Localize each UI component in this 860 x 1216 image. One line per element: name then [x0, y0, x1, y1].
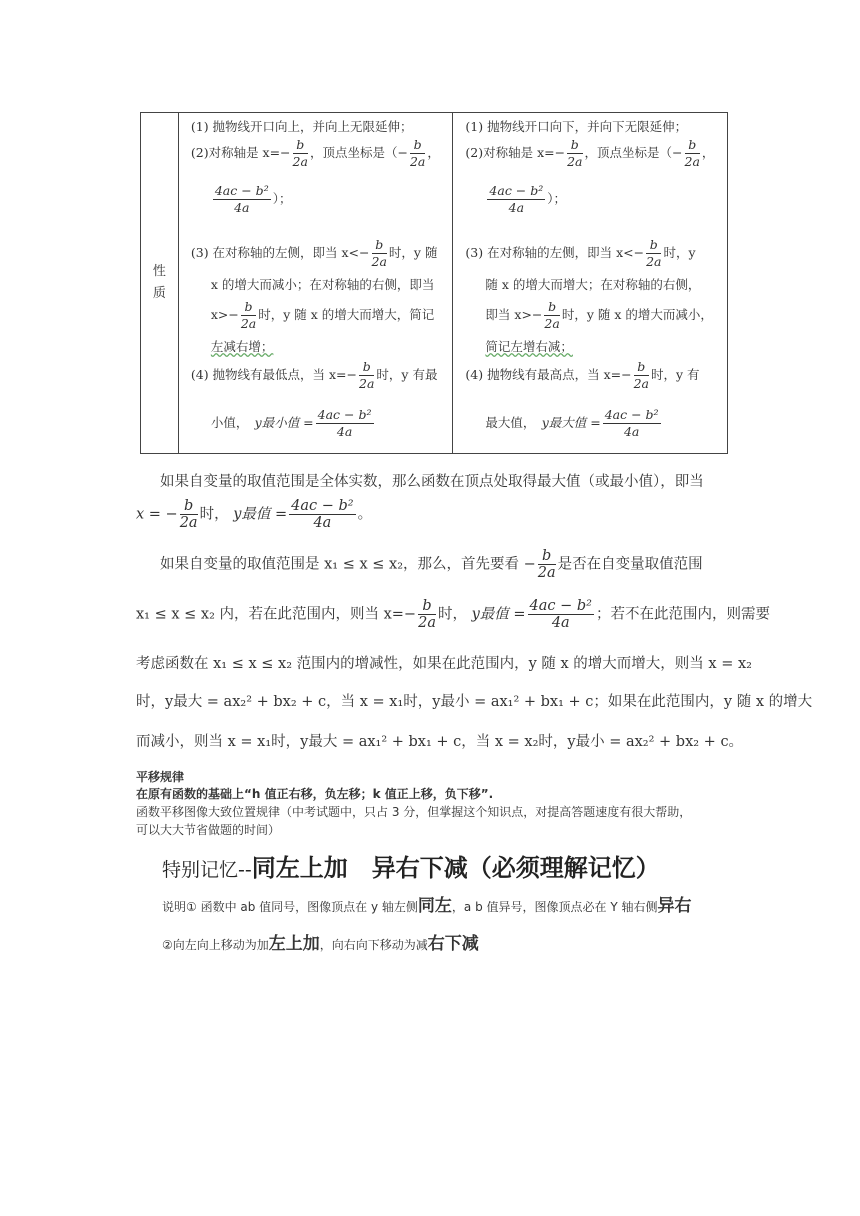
left-line-3: $\frac{\text{4ac − b²}}{4a}$ ）； [214, 183, 292, 215]
fraction: $\frac{b}{2a}$ [633, 359, 649, 391]
right-line-4: (3) 在对称轴的左侧，即当 x<− $\frac{b}{2a}$ 时，y [465, 237, 696, 269]
shift-title: 平移规律 [136, 770, 185, 784]
fraction: $\frac{b}{2a}$ [179, 498, 198, 531]
shift-rule: 在原有函数的基础上“h 值正右移，负左移；k 值正上移，负下移”. [136, 787, 494, 801]
right-line-5: 随 x 的增大而增大；在对称轴的右侧， [485, 277, 701, 292]
fraction: $\frac{\text{4ac − b²}}{4a}$ [604, 407, 659, 439]
fraction: $\frac{b}{2a}$ [240, 299, 257, 331]
fraction: $\frac{b}{2a}$ [684, 137, 700, 169]
special-memory-heading: 特别记忆--同左上加 异右下减（必须理解记忆） [162, 854, 660, 882]
left-column-upward [178, 113, 453, 454]
row-label: 性 质 [141, 113, 179, 454]
right-line-3: $\frac{\text{4ac − b²}}{4a}$ ）； [489, 183, 567, 215]
shift-note-line-2: 可以大大节省做题的时间） [136, 823, 281, 837]
fraction: $\frac{\text{4ac − b²}}{4a}$ [214, 183, 269, 215]
paragraph-2-line-4: 时，y最大 = ax₂² + bx₂ + c，当 x = x₁时，y最小 = ax₁² + bx₁ + c；如果在此范围内，y 随 x 的增大 [136, 694, 813, 710]
fraction: $\frac{b}{2a}$ [537, 548, 556, 581]
paragraph-2-line-2: x₁ ≤ x ≤ x₂ 内，若在此范围内，则当 x=− $\frac{b}{2a}$ 时， y最值 = $\frac{\text{4ac − b²}}{4a}$ ；若不在此范围内，则需要 [136, 598, 770, 631]
left-line-1: (1) 抛物线开口向上，并向上无限延伸； [190, 119, 413, 134]
left-line-8: (4) 抛物线有最低点，当 x=− $\frac{b}{2a}$ 时，y 有最 [190, 359, 438, 391]
fraction: $\frac{b}{2a}$ [371, 237, 387, 269]
right-column-downward [453, 113, 728, 454]
explanation-line-2: ②向左向上移动为加左上加，向右向下移动为减右下减 [162, 934, 479, 954]
explanation-line-1: 说明① 函数中 ab 值同号，图像顶点在 y 轴左侧同左，a b 值异号，图像顶点必在 Y 轴右侧异右 [162, 896, 692, 916]
right-line-7: 简记左增右减； [485, 339, 573, 354]
right-line-9: 最大值， y最大值 = $\frac{\text{4ac − b²}}{4a}$ [485, 407, 659, 439]
fraction: $\frac{b}{2a}$ [418, 598, 436, 631]
right-line-8: (4) 抛物线有最高点，当 x=− $\frac{b}{2a}$ 时，y 有 [465, 359, 700, 391]
left-line-6: x>− $\frac{b}{2a}$ 时，y 随 x 的增大而增大，简记 [210, 299, 435, 331]
shift-note-line-1: 函数平移图像大致位置规律（中考试题中，只占 3 分，但掌握这个知识点，对提高答题速度有很大帮助， [136, 805, 692, 819]
left-line-5: x 的增大而减小；在对称轴的右侧，即当 [210, 277, 435, 292]
fraction: $\frac{b}{2a}$ [359, 359, 375, 391]
paragraph-1-line-2: x = − $\frac{b}{2a}$ 时， y最值 = $\frac{\text{4ac − b²}}{4a}$ 。 [136, 498, 373, 531]
fraction: $\frac{b}{2a}$ [567, 137, 583, 169]
fraction: $\frac{b}{2a}$ [409, 137, 426, 169]
fraction: $\frac{\text{4ac − b²}}{4a}$ [489, 183, 544, 215]
fraction: $\frac{b}{2a}$ [544, 299, 560, 331]
paragraph-2-line-1: 如果自变量的取值范围是 x₁ ≤ x ≤ x₂，那么，首先要看 − $\frac{b}{2a}$ 是否在自变量取值范围 [160, 548, 703, 581]
left-line-7: 左减右增； [210, 339, 274, 354]
fraction: $\frac{\text{4ac − b²}}{4a}$ [529, 598, 592, 631]
paragraph-2-line-5: 而减小，则当 x = x₁时，y最大 = ax₁² + bx₁ + c，当 x = x₂时，y最小 = ax₂² + bx₂ + c。 [136, 734, 744, 750]
right-line-1: (1) 抛物线开口向下，并向下无限延伸； [465, 119, 688, 134]
right-line-6: 即当 x>− $\frac{b}{2a}$ 时，y 随 x 的增大而减小， [485, 299, 713, 331]
fraction: $\frac{\text{4ac − b²}}{4a}$ [291, 498, 354, 531]
fraction: $\frac{b}{2a}$ [646, 237, 662, 269]
left-line-4: (3) 在对称轴的左侧，即当 x<− $\frac{b}{2a}$ 时，y 随 [190, 237, 438, 269]
fraction: $\frac{\text{4ac − b²}}{4a}$ [317, 407, 372, 439]
paragraph-1-line-1: 如果自变量的取值范围是全体实数，那么函数在顶点处取得最大值（或最小值），即当 [160, 474, 704, 490]
fraction: $\frac{b}{2a}$ [292, 137, 308, 169]
paragraph-2-line-3: 考虑函数在 x₁ ≤ x ≤ x₂ 范围内的增减性，如果在此范围内，y 随 x 的增大而增大，则当 x = x₂ [136, 656, 752, 672]
right-line-2: (2)对称轴是 x=− $\frac{b}{2a}$ ，顶点坐标是（− $\frac{b}{2a}$ ， [465, 137, 715, 169]
left-line-2: (2)对称轴是 x=− $\frac{b}{2a}$ ，顶点坐标是（− $\frac{b}{2a}$ ， [190, 137, 440, 169]
left-line-9: 小值， y最小值 = $\frac{\text{4ac − b²}}{4a}$ [210, 407, 372, 439]
properties-table [140, 112, 728, 454]
